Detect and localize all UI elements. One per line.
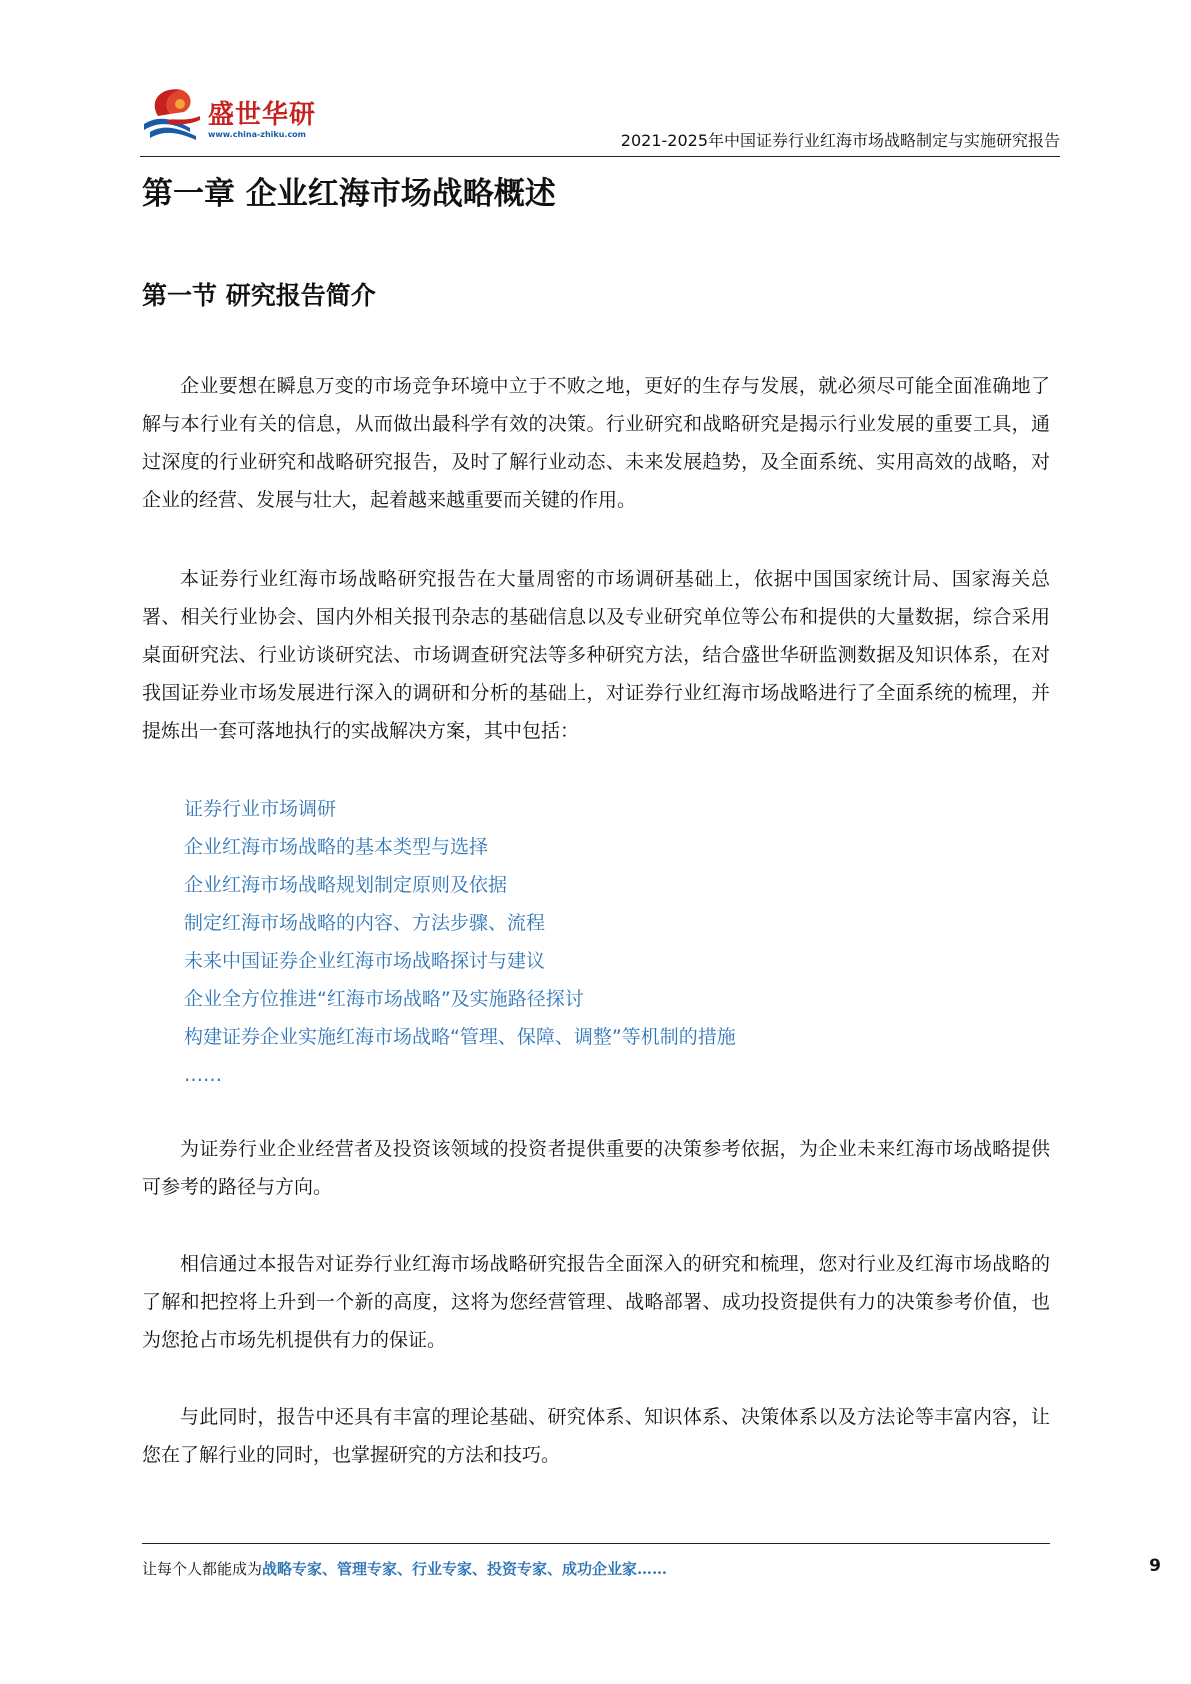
intro-paragraph-2: 本证券行业红海市场战略研究报告在大量周密的市场调研基础上，依据中国国家统计局、国家海关总署、相关行业协会、国内外相关报刊杂志的基础信息以及专业研究单位等公布和提供的大量数据，综合采用桌面研究法、行业访谈研究法、市场调查研究法等多种研究方法，结合盛世华研监测数据及知识体系，在对我国证券业市场发展进行深入的调研和分析的基础上，对证券行业红海市场战略进行了全面系统的梳理，并提炼出一套可落地执行的实战解决方案，其中包括： xyxy=(142,568,1050,742)
logo-url: www.china-zhiku.com xyxy=(208,130,307,139)
company-logo xyxy=(140,80,317,150)
intro-paragraph-4: 相信通过本报告对证券行业红海市场战略研究报告全面深入的研究和梳理，您对行业及红海市场战略的了解和把控将上升到一个新的高度，这将为您经营管理、战略部署、成功投资提供有力的决策参考价值，也为您抢占市场先机提供有力的保证。 xyxy=(142,1253,1050,1351)
list-item[interactable]: 证券行业市场调研 xyxy=(184,798,337,820)
list-item[interactable]: 企业全方位推进“红海市场战略”及实施路径探讨 xyxy=(184,988,584,1010)
footer-slogan-prefix: 让每个人都能成为 xyxy=(142,1560,263,1578)
footer-slogan-roles: 战略专家、管理专家、行业专家、投资专家、成功企业家…… xyxy=(262,1560,668,1578)
report-title: 2021-2025年中国证券行业红海市场战略制定与实施研究报告 xyxy=(620,131,1060,150)
list-item-ellipsis: …… xyxy=(184,1064,222,1086)
intro-paragraph-5: 与此同时，报告中还具有丰富的理论基础、研究体系、知识体系、决策体系以及方法论等丰富内容，让您在了解行业的同时，也掌握研究的方法和技巧。 xyxy=(142,1406,1050,1466)
logo-emblem-icon xyxy=(140,80,206,144)
logo-name: 盛世华研 xyxy=(208,100,317,130)
list-item[interactable]: 企业红海市场战略的基本类型与选择 xyxy=(184,836,489,858)
chapter-title: 第一章 企业红海市场战略概述 xyxy=(142,176,556,212)
page-number: 9 xyxy=(1149,1556,1161,1576)
footer-slogan xyxy=(142,1558,1050,1582)
list-item[interactable]: 制定红海市场战略的内容、方法步骤、流程 xyxy=(184,912,546,934)
intro-paragraph-1: 企业要想在瞬息万变的市场竞争环境中立于不败之地，更好的生存与发展，就必须尽可能全面准确地了解与本行业有关的信息，从而做出最科学有效的决策。行业研究和战略研究是揭示行业发展的重要工具，通过深度的行业研究和战略研究报告，及时了解行业动态、未来发展趋势，及全面系统、实用高效的战略，对企业的经营、发展与壮大，起着越来越重要而关键的作用。 xyxy=(142,375,1050,511)
page-header xyxy=(140,80,1060,158)
contents-list xyxy=(184,790,736,1094)
list-item[interactable]: 未来中国证券企业红海市场战略探讨与建议 xyxy=(184,950,546,972)
section-title: 第一节 研究报告简介 xyxy=(142,281,376,310)
intro-paragraph-3: 为证券行业企业经营者及投资该领域的投资者提供重要的决策参考依据，为企业未来红海市场战略提供可参考的路径与方向。 xyxy=(142,1138,1050,1198)
header-divider xyxy=(140,156,1060,157)
list-item[interactable]: 构建证券企业实施红海市场战略“管理、保障、调整”等机制的措施 xyxy=(184,1026,736,1048)
list-item[interactable]: 企业红海市场战略规划制定原则及依据 xyxy=(184,874,508,896)
footer-divider xyxy=(142,1543,1050,1544)
